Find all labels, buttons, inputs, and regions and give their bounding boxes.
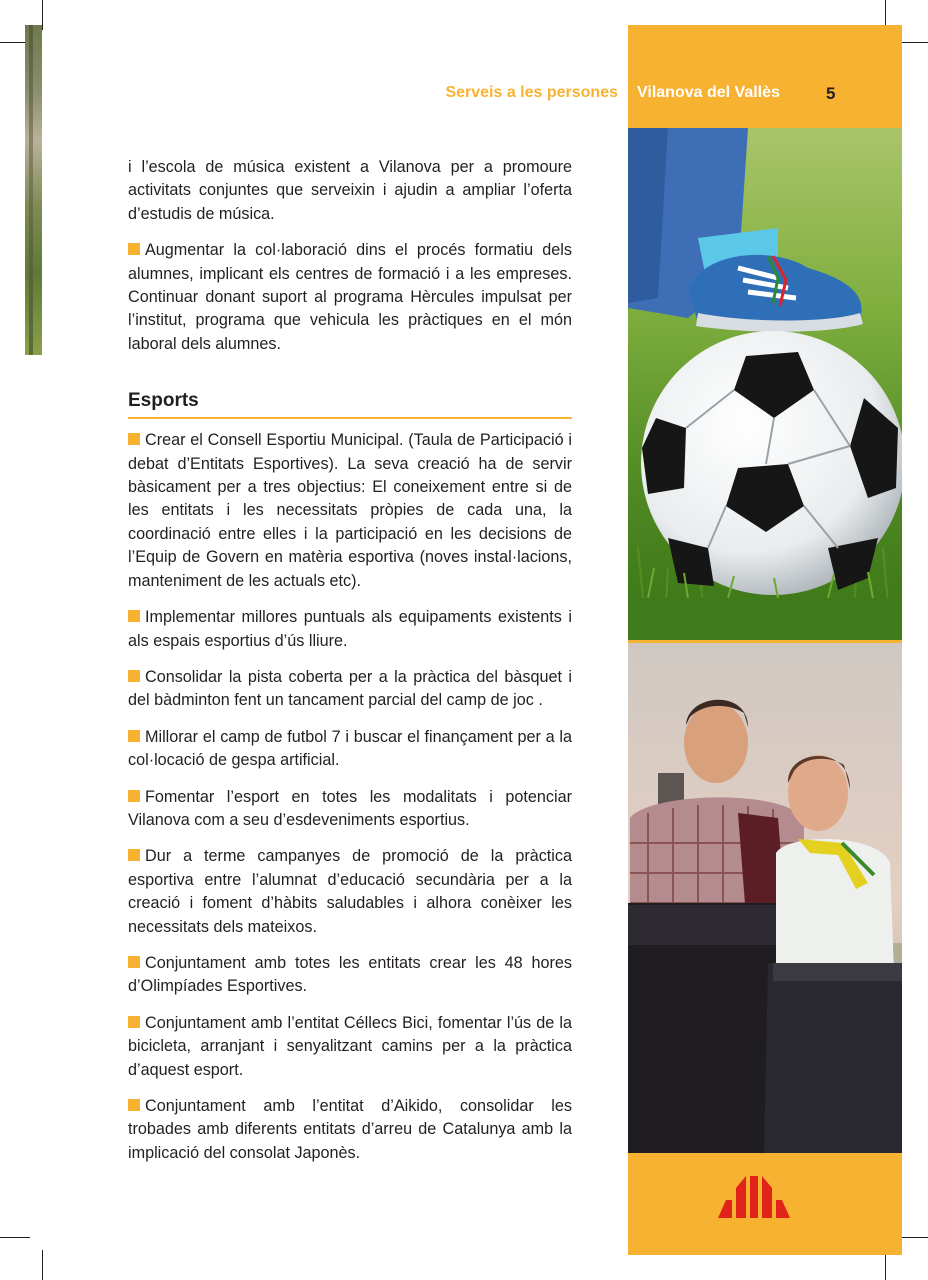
left-edge-photo-strip <box>25 25 42 355</box>
party-logo-icon <box>716 1172 792 1218</box>
crop-mark <box>42 0 43 30</box>
bullet-square-icon <box>128 1016 140 1028</box>
sports-item-text: Millorar el camp de futbol 7 i buscar el finançament per a la col·locació de gespa artificial. <box>128 727 572 770</box>
bullet-square-icon <box>128 610 140 622</box>
sports-list-item <box>128 606 572 653</box>
sports-list-item <box>128 666 572 713</box>
sports-item-text: Fomentar l’esport en totes les modalitats i potenciar Vilanova com a seu d’esdeveniments esportius. <box>128 787 572 829</box>
sports-list-item <box>128 1095 572 1165</box>
intro-paragraph-text: Augmentar la col·laboració dins el procés formatiu dels alumnes, implicant els centres de formació i a les empreses. Continuar donant suport al programa Hèrcules impulsat per l’institut, programa que vehicula les pràctiques en el món laboral dels alumnes. <box>128 241 572 353</box>
section-heading-esports: Esports <box>128 389 572 419</box>
sports-item-text: Conjuntament amb l’entitat d’Aikido, consolidar les trobades amb diferents entitats d’arreu de Catalunya amb la implicació del consolat Japonès. <box>128 1097 572 1162</box>
bullet-square-icon <box>128 849 140 861</box>
sports-list-item <box>128 1012 572 1082</box>
page-number: 5 <box>826 84 836 103</box>
crop-mark <box>0 1237 30 1238</box>
bullet-square-icon <box>128 1099 140 1111</box>
intro-paragraph <box>128 239 572 356</box>
bullet-square-icon <box>128 433 140 445</box>
bullet-square-icon <box>128 790 140 802</box>
intro-paragraph <box>128 156 572 226</box>
giants-figures-photo <box>628 643 902 1153</box>
crop-mark <box>898 1237 928 1238</box>
sports-item-text: Conjuntament amb l’entitat Céllecs Bici, fomentar l’ús de la bicicleta, arranjant i senyalitzant camins per a la pràctica d’aquest esport. <box>128 1013 572 1079</box>
sports-list-item <box>128 429 572 593</box>
sports-list-item <box>128 786 572 833</box>
main-text-column <box>128 156 572 1178</box>
crop-mark <box>42 1250 43 1280</box>
sports-list-item <box>128 952 572 999</box>
sports-list-item <box>128 845 572 939</box>
bullet-square-icon <box>128 730 140 742</box>
sports-list-item <box>128 726 572 773</box>
sports-item-text: Crear el Consell Esportiu Municipal. (Taula de Participació i debat d’Entitats Esportives). La seva creació ha de servir bàsicament per a tres objectius: El coneixement entre si de les entitats i les necessitats pròpies de cada una, la coordinació entre elles i la participació en les decisions de l’Equip de Govern en matèria esportiva (noves instal·lacions, manteniment de les actuals etc). <box>128 431 572 590</box>
sports-item-text: Conjuntament amb totes les entitats crear les 48 hores d’Olimpíades Esportives. <box>128 953 572 996</box>
header-town-name: Vilanova del Vallès <box>637 84 780 101</box>
bullet-square-icon <box>128 670 140 682</box>
sports-item-text: Consolidar la pista coberta per a la pràctica del bàsquet i del bàdminton fent un tancament parcial del camp de joc . <box>128 667 572 710</box>
header-section-title: Serveis a les persones <box>445 84 618 101</box>
sports-item-text: Implementar millores puntuals als equipaments existents i als espais esportius d’ús lliure. <box>128 608 572 650</box>
soccer-ball-photo <box>628 128 902 640</box>
bullet-square-icon <box>128 956 140 968</box>
bullet-square-icon <box>128 243 140 255</box>
intro-paragraph-text: i l’escola de música existent a Vilanova per a promoure activitats conjuntes que serveixin i ajudin a ampliar l’oferta d’estudis de música. <box>128 158 572 223</box>
sports-item-text: Dur a terme campanyes de promoció de la pràctica esportiva entre l’alumnat d’educació secundària per a la creació i foment d’hàbits saludables i alhora conèixer les necessitats dels mateixos. <box>128 847 572 936</box>
crop-mark <box>898 42 928 43</box>
